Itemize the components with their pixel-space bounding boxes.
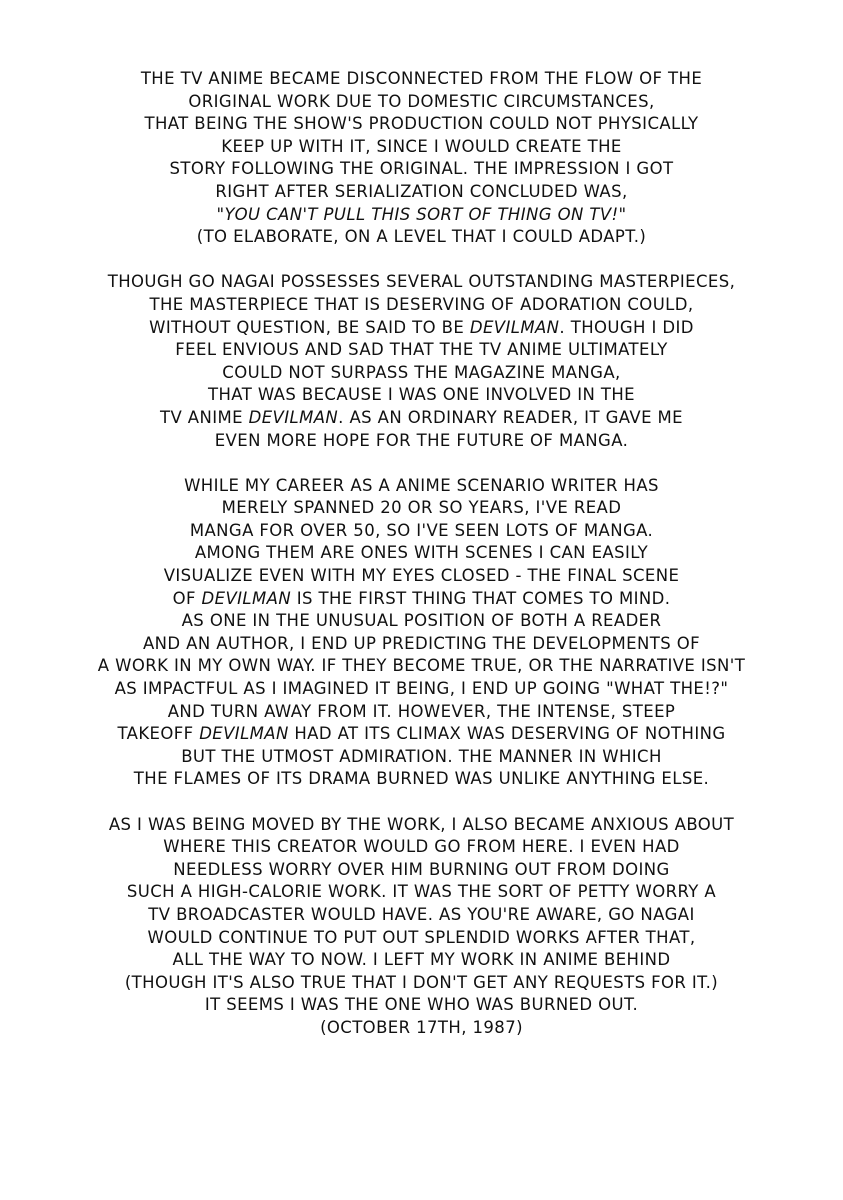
- text-segment: TAKEOFF: [117, 724, 200, 744]
- paragraph-3: [40, 475, 803, 791]
- text-segment: TV ANIME: [159, 407, 249, 427]
- text-line: [40, 497, 803, 520]
- text-line: [40, 91, 803, 114]
- text-segment: WHILE MY CAREER AS A ANIME SCENARIO WRITER HAS: [184, 475, 659, 495]
- italic-title-text: "YOU CAN'T PULL THIS SORT OF THING ON TV!": [216, 204, 627, 224]
- text-segment: THAT WAS BECAUSE I WAS ONE INVOLVED IN THE: [208, 385, 635, 405]
- text-line: [40, 520, 803, 543]
- text-line: [40, 68, 803, 91]
- text-line: [40, 339, 803, 362]
- text-segment: WOULD CONTINUE TO PUT OUT SPLENDID WORKS AFTER THAT,: [147, 927, 696, 947]
- text-segment: AS IMPACTFUL AS I IMAGINED IT BEING, I END UP GOING "WHAT THE!?": [114, 679, 729, 699]
- text-line: [40, 814, 803, 837]
- text-segment: ORIGINAL WORK DUE TO DOMESTIC CIRCUMSTANCES,: [188, 91, 655, 111]
- text-line: [40, 836, 803, 859]
- text-segment: THE FLAMES OF ITS DRAMA BURNED WAS UNLIKE ANYTHING ELSE.: [133, 769, 710, 789]
- text-segment: MANGA FOR OVER 50, SO I'VE SEEN LOTS OF MANGA.: [189, 520, 654, 540]
- afterword-text: [40, 68, 803, 1062]
- text-line: [40, 1017, 803, 1040]
- text-line: [40, 610, 803, 633]
- text-segment: WITHOUT QUESTION, BE SAID TO BE: [149, 317, 470, 337]
- text-line: [40, 859, 803, 882]
- text-line: [40, 542, 803, 565]
- text-line: [40, 655, 803, 678]
- paragraph-4: [40, 814, 803, 1040]
- paragraph-1: [40, 68, 803, 249]
- text-line: [40, 136, 803, 159]
- text-segment: COULD NOT SURPASS THE MAGAZINE MANGA,: [222, 362, 621, 382]
- italic-title-text: DEVILMAN: [248, 407, 339, 427]
- text-segment: IT SEEMS I WAS THE ONE WHO WAS BURNED OUT.: [204, 995, 639, 1015]
- text-segment: HAD AT ITS CLIMAX WAS DESERVING OF NOTHING: [288, 724, 726, 744]
- text-line: [40, 723, 803, 746]
- text-segment: NEEDLESS WORRY OVER HIM BURNING OUT FROM DOING: [173, 859, 670, 879]
- text-line: [40, 768, 803, 791]
- text-line: [40, 701, 803, 724]
- text-segment: . AS AN ORDINARY READER, IT GAVE ME: [338, 407, 684, 427]
- text-segment: IS THE FIRST THING THAT COMES TO MIND.: [291, 588, 671, 608]
- text-segment: FEEL ENVIOUS AND SAD THAT THE TV ANIME ULTIMATELY: [175, 340, 668, 360]
- italic-title-text: DEVILMAN: [201, 588, 292, 608]
- text-line: [40, 994, 803, 1017]
- text-line: [40, 226, 803, 249]
- text-segment: RIGHT AFTER SERIALIZATION CONCLUDED WAS,: [215, 181, 628, 201]
- text-line: [40, 204, 803, 227]
- text-line: [40, 362, 803, 385]
- text-line: [40, 881, 803, 904]
- text-line: [40, 904, 803, 927]
- text-segment: AS ONE IN THE UNUSUAL POSITION OF BOTH A READER: [181, 611, 662, 631]
- text-line: [40, 588, 803, 611]
- text-segment: EVEN MORE HOPE FOR THE FUTURE OF MANGA.: [214, 430, 629, 450]
- text-segment: STORY FOLLOWING THE ORIGINAL. THE IMPRESSION I GOT: [169, 159, 674, 179]
- text-segment: KEEP UP WITH IT, SINCE I WOULD CREATE THE: [221, 136, 622, 156]
- italic-title-text: DEVILMAN: [469, 317, 560, 337]
- text-line: [40, 430, 803, 453]
- text-line: [40, 181, 803, 204]
- text-segment: THE MASTERPIECE THAT IS DESERVING OF ADORATION COULD,: [149, 294, 694, 314]
- text-line: [40, 294, 803, 317]
- text-line: [40, 927, 803, 950]
- text-line: [40, 678, 803, 701]
- text-segment: OF: [172, 588, 202, 608]
- text-line: [40, 158, 803, 181]
- text-segment: THAT BEING THE SHOW'S PRODUCTION COULD NOT PHYSICALLY: [144, 114, 699, 134]
- text-segment: . THOUGH I DID: [559, 317, 694, 337]
- text-line: [40, 746, 803, 769]
- text-segment: TV BROADCASTER WOULD HAVE. AS YOU'RE AWARE, GO NAGAI: [148, 904, 695, 924]
- text-segment: AND TURN AWAY FROM IT. HOWEVER, THE INTENSE, STEEP: [167, 701, 676, 721]
- text-segment: VISUALIZE EVEN WITH MY EYES CLOSED - THE FINAL SCENE: [163, 566, 680, 586]
- text-segment: (THOUGH IT'S ALSO TRUE THAT I DON'T GET ANY REQUESTS FOR IT.): [124, 972, 719, 992]
- text-line: [40, 972, 803, 995]
- text-line: [40, 949, 803, 972]
- text-segment: ALL THE WAY TO NOW. I LEFT MY WORK IN ANIME BEHIND: [172, 950, 671, 970]
- text-segment: A WORK IN MY OWN WAY. IF THEY BECOME TRUE, OR THE NARRATIVE ISN'T: [97, 656, 746, 676]
- italic-title-text: DEVILMAN: [199, 724, 289, 744]
- text-segment: (OCTOBER 17TH, 1987): [320, 1017, 523, 1037]
- text-segment: (TO ELABORATE, ON A LEVEL THAT I COULD ADAPT.): [196, 227, 647, 247]
- text-segment: AS I WAS BEING MOVED BY THE WORK, I ALSO BECAME ANXIOUS ABOUT: [108, 814, 735, 834]
- text-segment: SUCH A HIGH-CALORIE WORK. IT WAS THE SORT OF PETTY WORRY A: [126, 882, 717, 902]
- paragraph-2: [40, 271, 803, 452]
- text-segment: THE TV ANIME BECAME DISCONNECTED FROM THE FLOW OF THE: [140, 69, 703, 88]
- text-line: [40, 565, 803, 588]
- text-line: [40, 271, 803, 294]
- text-line: [40, 384, 803, 407]
- text-line: [40, 633, 803, 656]
- text-segment: AMONG THEM ARE ONES WITH SCENES I CAN EASILY: [194, 543, 649, 563]
- text-line: [40, 113, 803, 136]
- text-line: [40, 317, 803, 340]
- text-segment: AND AN AUTHOR, I END UP PREDICTING THE DEVELOPMENTS OF: [142, 633, 701, 653]
- text-segment: MERELY SPANNED 20 OR SO YEARS, I'VE READ: [221, 498, 622, 518]
- text-line: [40, 475, 803, 498]
- text-segment: BUT THE UTMOST ADMIRATION. THE MANNER IN WHICH: [181, 746, 662, 766]
- text-segment: WHERE THIS CREATOR WOULD GO FROM HERE. I EVEN HAD: [163, 837, 680, 857]
- text-segment: THOUGH GO NAGAI POSSESSES SEVERAL OUTSTANDING MASTERPIECES,: [107, 272, 736, 292]
- text-line: [40, 407, 803, 430]
